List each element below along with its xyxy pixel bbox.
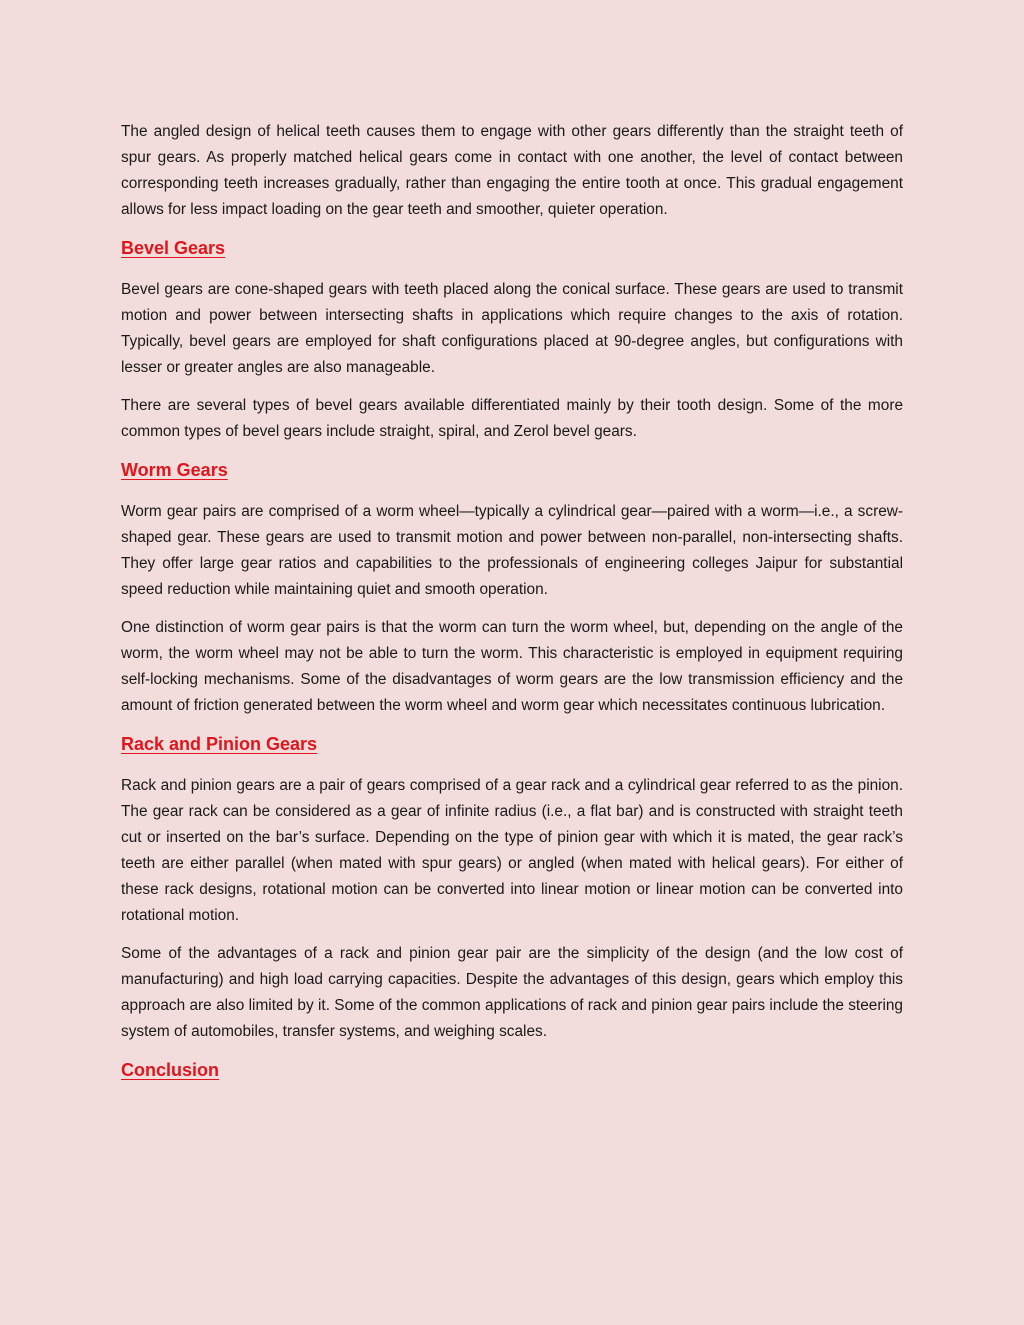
heading-conclusion (121, 1057, 903, 1083)
bevel-gears-paragraph-2: There are several types of bevel gears available differentiated mainly by their tooth design. Some of the more common types of bevel gears include straight, spiral, and Zerol bevel gears. (121, 397, 903, 440)
heading-link-worm-gears[interactable]: Worm Gears (121, 460, 228, 480)
bevel-gears-paragraph-1: Bevel gears are cone-shaped gears with teeth placed along the conical surface. These gears are used to transmit motion and power between intersecting shafts in applications which require changes to the axis of rotation. Typically, bevel gears are employed for shaft configurations placed at 90-degree angles, but configurations with lesser or greater angles are also manageable. (121, 281, 903, 376)
rack-pinion-paragraph-2: Some of the advantages of a rack and pinion gear pair are the simplicity of the design (and the low cost of manufacturing) and high load carrying capacities. Despite the advantages of this design, gears which employ this approach are also limited by it. Some of the common applications of rack and pinion gear pairs include the steering system of automobiles, transfer systems, and weighing scales. (121, 945, 903, 1040)
worm-gears-paragraph-1: Worm gear pairs are comprised of a worm wheel—typically a cylindrical gear—paired with a worm—i.e., a screw-shaped gear. These gears are used to transmit motion and power between non-parallel, non-intersecting shafts. They offer large gear ratios and capabilities to the professionals of engineering colleges Jaipur for substantial speed reduction while maintaining quiet and smooth operation. (121, 503, 903, 598)
rack-pinion-paragraph-1: Rack and pinion gears are a pair of gears comprised of a gear rack and a cylindrical gear referred to as the pinion. The gear rack can be considered as a gear of infinite radius (i.e., a flat bar) and is constructed with straight teeth cut or inserted on the bar’s surface. Depending on the type of pinion gear with which it is mated, the gear rack’s teeth are either parallel (when mated with spur gears) or angled (when mated with helical gears). For either of these rack designs, rotational motion can be converted into linear motion or linear motion can be converted into rotational motion. (121, 777, 903, 924)
heading-rack-and-pinion-gears (121, 731, 903, 757)
intro-paragraph: The angled design of helical teeth causes them to engage with other gears differently than the straight teeth of spur gears. As properly matched helical gears come in contact with one another, the level of contact between corresponding teeth increases gradually, rather than engaging the entire tooth at once. This gradual engagement allows for less impact loading on the gear teeth and smoother, quieter operation. (121, 123, 903, 218)
heading-bevel-gears (121, 235, 903, 261)
heading-link-conclusion[interactable]: Conclusion (121, 1060, 219, 1080)
heading-link-bevel-gears[interactable]: Bevel Gears (121, 238, 226, 258)
worm-gears-paragraph-2: One distinction of worm gear pairs is that the worm can turn the worm wheel, but, depending on the angle of the worm, the worm wheel may not be able to turn the worm. This characteristic is employed in equipment requiring self-locking mechanisms. Some of the disadvantages of worm gears are the low transmission efficiency and the amount of friction generated between the worm wheel and worm gear which necessitates continuous lubrication. (121, 619, 903, 714)
heading-worm-gears (121, 457, 903, 483)
heading-link-rack-and-pinion-gears[interactable]: Rack and Pinion Gears (121, 734, 318, 754)
